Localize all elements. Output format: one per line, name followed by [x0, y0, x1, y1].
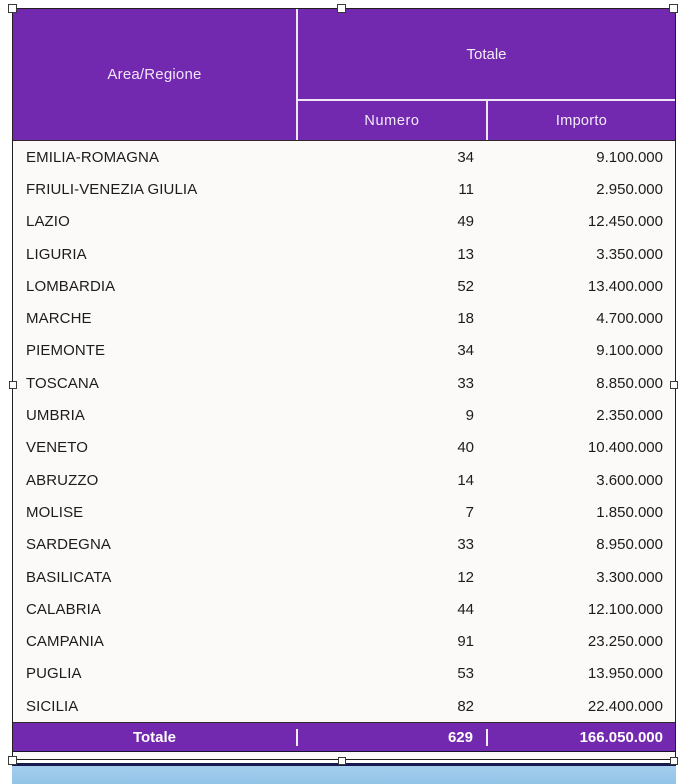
selection-handle-bottom-left[interactable]	[8, 756, 17, 765]
cell-numero: 11	[458, 180, 474, 198]
cell-area-regione: SARDEGNA	[26, 536, 111, 554]
cell-area-regione: PUGLIA	[26, 665, 82, 683]
cell-numero: 91	[457, 633, 474, 651]
table-row	[13, 593, 675, 625]
cell-importo: 10.400.000	[587, 439, 663, 457]
cell-area-regione: UMBRIA	[26, 407, 85, 425]
cell-importo: 2.350.000	[596, 407, 663, 425]
table-row	[13, 432, 675, 464]
footer-importo-total: 166.050.000	[579, 728, 663, 746]
cell-numero: 33	[457, 374, 474, 392]
cell-importo: 23.250.000	[587, 633, 663, 651]
cell-area-regione: EMILIA-ROMAGNA	[26, 148, 160, 166]
table-row	[13, 690, 675, 722]
selection-handle-top-right[interactable]	[669, 4, 678, 13]
table-body	[13, 141, 675, 722]
column-header-numero: Numero	[298, 101, 488, 140]
column-subheader-row	[298, 101, 675, 140]
selection-handle-top-left[interactable]	[8, 4, 17, 13]
cell-area-regione: TOSCANA	[26, 374, 99, 392]
cell-numero: 33	[457, 536, 474, 554]
table-row	[13, 561, 675, 593]
cell-numero: 82	[457, 697, 474, 715]
table-footer-total-row	[13, 722, 675, 752]
cell-importo: 4.700.000	[596, 310, 663, 328]
table-row	[13, 625, 675, 657]
table-row	[13, 367, 675, 399]
cell-area-regione: ABRUZZO	[26, 471, 99, 489]
table-row	[13, 141, 675, 173]
cell-numero: 34	[457, 342, 474, 360]
cell-numero: 18	[457, 310, 474, 328]
cell-area-regione: FRIULI-VENEZIA GIULIA	[26, 180, 198, 198]
cell-importo: 1.850.000	[596, 503, 663, 521]
cell-numero: 52	[457, 277, 474, 295]
table-row	[13, 173, 675, 205]
footer-label: Totale	[13, 729, 298, 746]
cell-importo: 9.100.000	[596, 342, 663, 360]
data-table-object[interactable]	[12, 8, 676, 760]
selection-handle-bottom-right[interactable]	[670, 757, 678, 765]
cell-numero: 49	[457, 213, 474, 231]
cell-area-regione: LOMBARDIA	[26, 277, 116, 295]
table-row	[13, 302, 675, 334]
cell-area-regione: BASILICATA	[26, 568, 112, 586]
selection-handle-top-center[interactable]	[337, 4, 346, 13]
cell-importo: 12.450.000	[587, 213, 663, 231]
cell-importo: 8.850.000	[596, 374, 663, 392]
cell-numero: 9	[465, 407, 474, 425]
cell-numero: 12	[457, 568, 474, 586]
cell-area-regione: PIEMONTE	[26, 342, 106, 360]
cell-importo: 3.300.000	[596, 568, 663, 586]
cell-importo: 2.950.000	[596, 180, 663, 198]
selection-handle-middle-left[interactable]	[9, 381, 17, 389]
cell-area-regione: LIGURIA	[26, 245, 87, 263]
column-header-area-regione: Area/Regione	[13, 9, 298, 140]
cell-numero: 34	[457, 148, 474, 166]
cell-importo: 12.100.000	[587, 600, 663, 618]
cell-importo: 13.950.000	[587, 665, 663, 683]
cell-importo: 9.100.000	[596, 148, 663, 166]
cell-importo: 3.350.000	[596, 245, 663, 263]
table-row	[13, 206, 675, 238]
selection-handle-bottom-center[interactable]	[338, 757, 346, 765]
footer-numero-total: 629	[298, 729, 488, 746]
column-header-importo: Importo	[555, 112, 608, 129]
cell-area-regione: MOLISE	[26, 503, 84, 521]
cell-numero: 14	[457, 471, 474, 489]
table-row	[13, 238, 675, 270]
cell-area-regione: SICILIA	[26, 697, 79, 715]
cell-numero: 13	[457, 245, 474, 263]
cell-numero: 7	[465, 503, 474, 521]
cell-area-regione: CALABRIA	[26, 600, 101, 618]
table-row	[13, 399, 675, 431]
table-row	[13, 529, 675, 561]
cell-area-regione: CAMPANIA	[26, 633, 105, 651]
cell-importo: 8.950.000	[596, 536, 663, 554]
cell-importo: 3.600.000	[596, 471, 663, 489]
cell-numero: 40	[457, 439, 474, 457]
table-row	[13, 496, 675, 528]
table-header	[13, 9, 675, 141]
selection-handle-middle-right[interactable]	[670, 381, 678, 389]
table-row	[13, 270, 675, 302]
cell-numero: 53	[457, 665, 474, 683]
cell-numero: 44	[457, 600, 474, 618]
column-header-group-wrapper	[298, 9, 675, 140]
cell-area-regione: LAZIO	[26, 213, 70, 231]
table-row	[13, 335, 675, 367]
slide-bottom-band	[12, 766, 676, 784]
table-row	[13, 464, 675, 496]
cell-area-regione: VENETO	[26, 439, 89, 457]
column-header-totale: Totale	[298, 9, 675, 101]
table-row	[13, 658, 675, 690]
cell-area-regione: MARCHE	[26, 310, 92, 328]
cell-importo: 22.400.000	[587, 697, 663, 715]
cell-importo: 13.400.000	[587, 277, 663, 295]
